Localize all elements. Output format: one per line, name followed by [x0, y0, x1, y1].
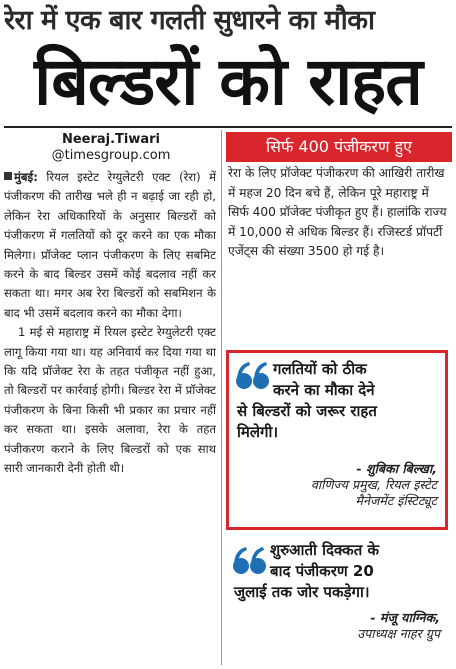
quote-1-line-2: करने का मौका देने: [273, 381, 375, 399]
article-kicker: रेरा में एक बार गलती सुधारने का मौका: [4, 5, 375, 36]
pull-quote-2: [226, 538, 448, 664]
dateline: मुंबई:: [14, 170, 38, 184]
headline-rule: [4, 126, 452, 128]
quote-1-attribution-role-2: मैनेजमेंट इंस्टिट्यूट: [355, 493, 437, 508]
sidebar-title: सिर्फ 400 पंजीकरण हुए: [226, 132, 452, 162]
byline-name: Neeraj.Tiwari: [61, 132, 161, 147]
body-paragraph-2: [4, 323, 216, 478]
paragraph-bullet-icon: [4, 172, 12, 180]
quote-1-line-4: मिलेगी।: [237, 423, 279, 441]
column-divider: [221, 130, 222, 665]
quote-2-attribution-role-1: उपाध्यक्ष नाहर ग्रुप: [357, 626, 440, 641]
paragraph-1-text: रियल इस्टेट रेग्युलेटरी एक्ट (रेरा) में पंजीकरण की तारीख भले ही न बढ़ाई जा रही हो, लेकिन रेरा अधिकारियों के अनुसार बिल्डरों को पंजीकरण में गलतियों को दूर करने का एक मौका मिलेगा। प्रॉजेक्ट प्लान पंजीकरण के लिए सबमिट करने के बाद बिल्डर उसमें कोई बदलाव नहीं कर सकता था। मगर अब रेरा बिल्डरों को सबमिशन के बाद भी उसमें बदलाव करने का मौका देगा।: [4, 170, 217, 320]
quote-1-attribution-name: - शुबिका बिल्खा,: [356, 461, 437, 476]
pull-quote-1: [226, 350, 448, 530]
quote-2-attribution-name: - मंजू याग्निक,: [370, 610, 440, 625]
body-paragraph-1: [4, 168, 216, 323]
byline: [4, 132, 218, 164]
paragraph-2-text: 1 मई से महाराष्ट्र में रियल इस्टेट रेग्युलेटरी एक्ट लागू किया गया था। यह अनिवार्य कर दिया गया था कि यदि प्रॉजेक्ट रेरा के तहत पंजीकृत नहीं हुआ, तो बिल्डरों पर कार्रवाई होगी। बिल्डर रेरा में प्रॉजेक्ट पंजीकरण के बिना किसी भी प्रकार का प्रचार नहीं कर सकता था। इसके अलावा, रेरा के तहत पंजीकरण कराने के लिए बिल्डरों को एक साथ सारी जानकारी देनी होती थी।: [4, 325, 216, 476]
quote-1-attribution-role-1: वाणिज्य प्रमुख, रियल इस्टेट: [310, 477, 437, 492]
quote-2-line-2: बाद पंजीकरण 20: [270, 562, 374, 580]
article-headline: बिल्डरों को राहत: [34, 43, 422, 120]
quote-mark-icon: [235, 359, 269, 393]
left-column: [4, 168, 216, 479]
quote-1-line-3: से बिल्डरों को जरूर राहत: [237, 402, 377, 420]
byline-handle: @timesgroup.com: [51, 148, 171, 163]
quote-1-line-1: गलतियों को ठीक: [273, 360, 367, 378]
quote-2-line-3: जुलाई तक जोर पकड़ेगा।: [234, 583, 370, 601]
quote-2-line-1: शुरुआती दिक्कत के: [270, 541, 379, 559]
sidebar-body: रेरा के लिए प्रॉजेक्ट पंजीकरण की आखिरी तारीख में महज 20 दिन बचे हैं, लेकिन पूरे महाराष्ट्र में सिर्फ 400 प्रॉजेक्ट पंजीकृत हुए हैं। हालांकि राज्य में 10,000 से अधिक बिल्डर हैं। रजिस्टर्ड प्रॉपर्टी एजेंट्स की संख्या 3500 हो गई है।: [228, 166, 447, 259]
quote-mark-icon: [232, 544, 266, 578]
